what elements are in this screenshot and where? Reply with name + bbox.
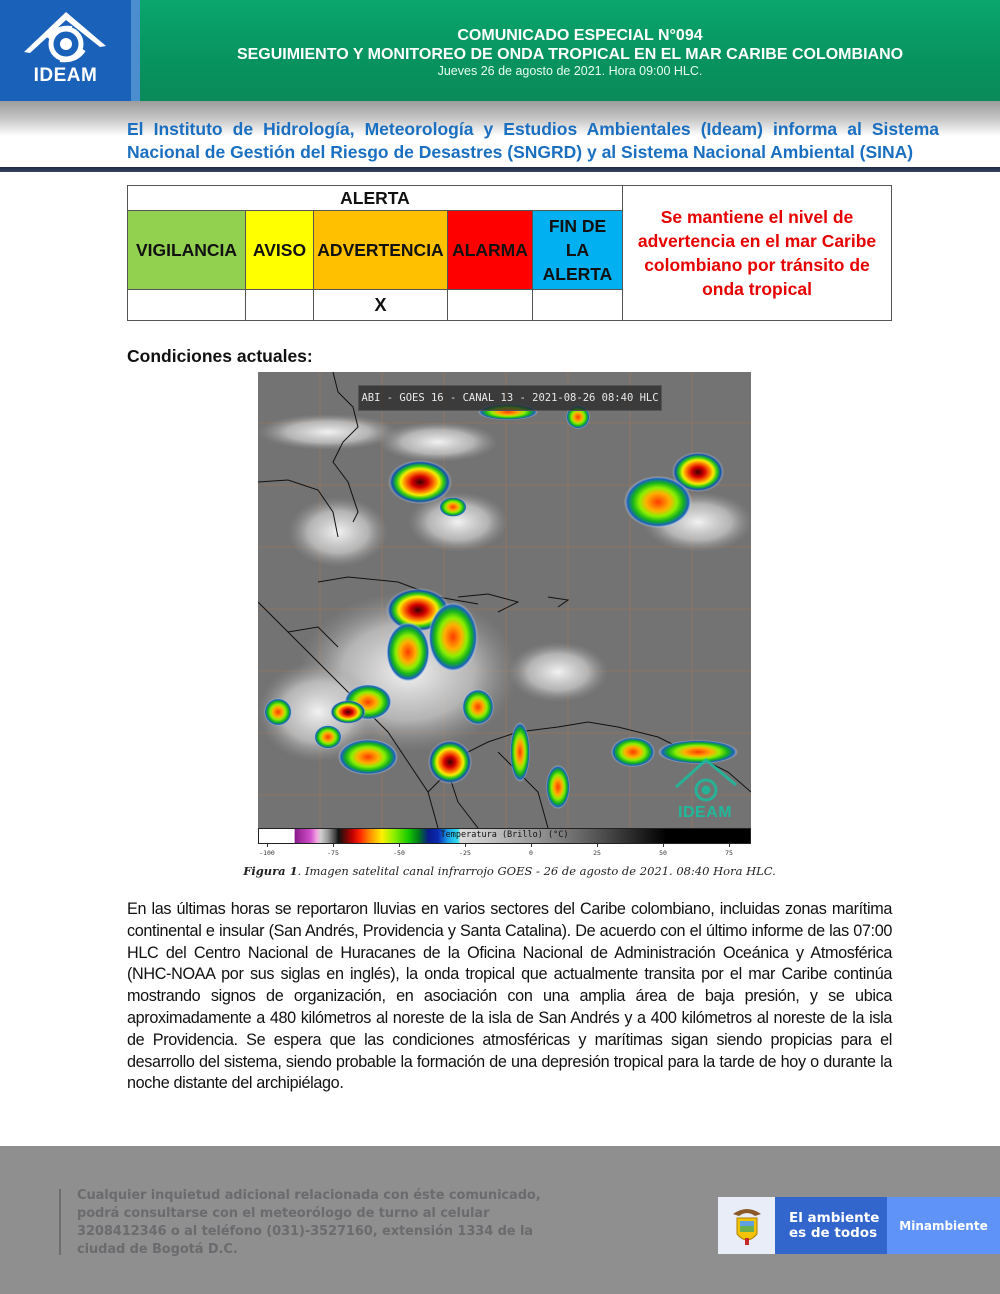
level-fin-de-la-alerta [533, 211, 623, 290]
footer-line-4: ciudad de Bogotá D.C. [77, 1242, 238, 1257]
level-advertencia: ADVERTENCIA [314, 211, 448, 290]
level-fin-line-3: ALERTA [542, 264, 613, 284]
footer-contact-text [77, 1187, 557, 1259]
intro-line-2: Nacional de Gestión del Riesgo de Desastres (SNGRD) y al Sistema Nacional Ambiental (SINA) [127, 142, 914, 162]
tick-mark [663, 844, 664, 847]
figure-caption [127, 864, 892, 878]
ideam-logo-text: IDEAM [33, 65, 98, 86]
ideam-logo [0, 0, 131, 101]
logo-edge-divider [131, 0, 140, 101]
alert-header: ALERTA [128, 186, 623, 211]
colorbar-label: Temperatura (Brillo) (°C) [440, 830, 569, 840]
footer-accent-bar [59, 1189, 61, 1255]
page-header [0, 0, 1000, 101]
body-paragraph: En las últimas horas se reportaron lluvias en varios sectores del Caribe colombiano, incluidas zonas marítima continental e insular (San Andrés, Providencia y Santa Catalina). De acuerdo con el último informe de las 07:00 HLC del Centro Nacional de Huracanes de la Oficina Nacional de Administración Oceánica y Atmosférica (NHC-NOAA por sus siglas en inglés), la onda tropical que actualmente transita por el mar Caribe continúa mostrando signos de organización, en asociación con una amplia área de baja presión, y se ubica aproximadamente a 480 kilómetros al noreste de la isla de San Andrés y a 400 kilómetros al noreste de la isla de Providencia. Se espera que las condiciones atmosféricas y marítimas sigan siendo propicias para el desarrollo del sistema, siendo probable la formación de una depresión tropical para la tarde de hoy o durante la noche distante del archipiélago. [127, 900, 892, 1093]
satellite-watermark-text: IDEAM [678, 804, 733, 821]
footer-line-2: podrá consultarse con el meteorólogo de turno al celular [77, 1206, 490, 1221]
ideam-house-swirl-icon [0, 0, 131, 70]
tick-label: -50 [393, 849, 405, 857]
tick-mark [531, 844, 532, 847]
satellite-label: ABI - GOES 16 - CANAL 13 - 2021-08-26 08:40 HLC [358, 385, 662, 411]
mark-vigilancia [128, 290, 246, 321]
conditions-title: Condiciones actuales: [127, 346, 313, 366]
ministry-name: Minambiente [887, 1197, 1000, 1254]
satellite-imagery [258, 372, 751, 828]
communique-title: COMUNICADO ESPECIAL N°094 [457, 27, 703, 44]
level-vigilancia: VIGILANCIA [128, 211, 246, 290]
footer-line-1: Cualquier inquietud adicional relacionada con éste comunicado, [77, 1188, 541, 1203]
alert-message: Se mantiene el nivel de advertencia en el mar Caribe colombiano por tránsito de onda tropical [623, 186, 892, 321]
colorbar-ticks [258, 844, 751, 860]
tick-label: -100 [259, 849, 275, 857]
government-brand [718, 1197, 1000, 1254]
mark-aviso [246, 290, 314, 321]
mark-advertencia: X [314, 290, 448, 321]
header-titles [140, 26, 1000, 79]
colombia-coat-of-arms-icon [718, 1197, 775, 1254]
brand-slogan-line-2: es de todos [789, 1224, 878, 1241]
communique-subtitle: SEGUIMIENTO Y MONITOREO DE ONDA TROPICAL EN EL MAR CARIBE COLOMBIANO [236, 46, 904, 63]
intro-text [127, 118, 939, 164]
tick-label: 75 [725, 849, 733, 857]
tick-label: 25 [593, 849, 601, 857]
alert-table [127, 185, 892, 321]
caption-figure-number: Figura 1 [243, 864, 298, 878]
brand-slogan [775, 1197, 887, 1254]
tick-label: -25 [459, 849, 471, 857]
footer-line-3: 3208412346 o al teléfono (031)-3527160, extensión 1334 de la [77, 1224, 533, 1239]
satellite-image [258, 372, 751, 828]
tick-label: 0 [529, 849, 533, 857]
tick-mark [399, 844, 400, 847]
tick-mark [729, 844, 730, 847]
level-fin-line-1: FIN DE [548, 216, 607, 236]
intro-divider [0, 167, 1000, 172]
tick-mark [465, 844, 466, 847]
tick-mark [597, 844, 598, 847]
tick-mark [333, 844, 334, 847]
level-fin-line-2: LA [565, 240, 590, 260]
mark-alarma [448, 290, 533, 321]
level-aviso: AVISO [246, 211, 314, 290]
level-alarma: ALARMA [448, 211, 533, 290]
intro-line-1: El Instituto de Hidrología, Meteorología y Estudios Ambientales (Ideam) informa al Sistema [127, 119, 939, 139]
tick-label: -75 [327, 849, 339, 857]
temperature-colorbar [258, 828, 751, 844]
tick-mark [267, 844, 268, 847]
communique-date: Jueves 26 de agosto de 2021. Hora 09:00 HLC. [437, 64, 703, 78]
brand-slogan-line-1: El ambiente [789, 1209, 880, 1226]
tick-label: 50 [659, 849, 667, 857]
mark-fin-de-la-alerta [533, 290, 623, 321]
caption-text: . Imagen satelital canal infrarrojo GOES - 26 de agosto de 2021. 08:40 Hora HLC. [297, 864, 776, 878]
